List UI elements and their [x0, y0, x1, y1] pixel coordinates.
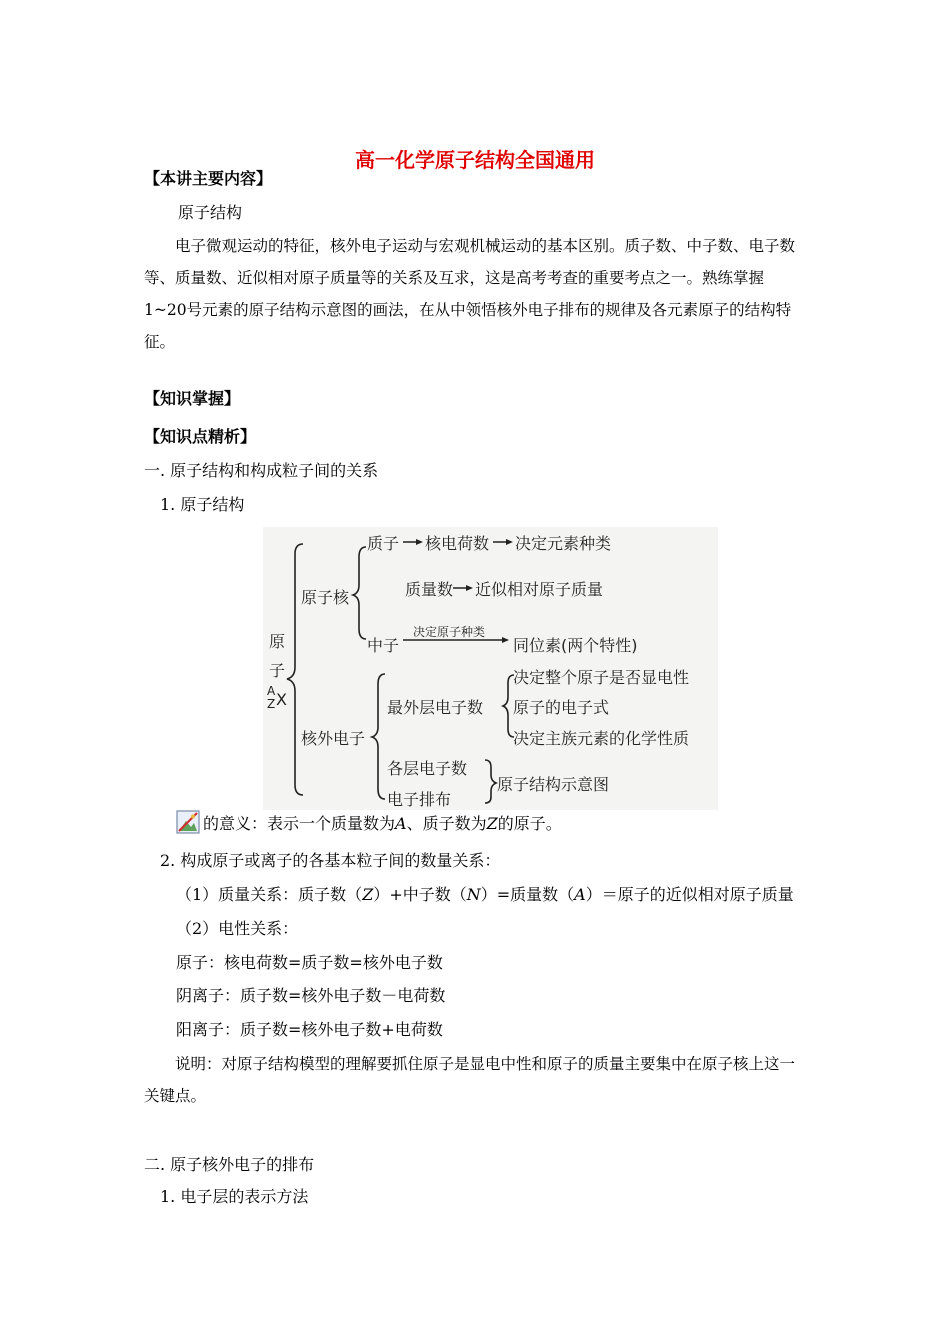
relation-mass-n: N	[466, 885, 481, 904]
subheading-1-1: 1. 原子结构	[160, 495, 245, 514]
diagram-outer-1: 决定整个原子是否显电性	[513, 668, 690, 687]
diagram-isotope: 同位素(两个特性)	[513, 636, 638, 655]
diagram-root-sub: Z	[267, 697, 276, 711]
main-topic: 原子结构	[178, 203, 243, 222]
diagram-root-sup: A	[267, 684, 276, 698]
atom-relation: 原子：核电荷数=质子数=核外电子数	[176, 953, 443, 972]
anion-relation: 阴离子：质子数=核外电子数－电荷数	[176, 986, 446, 1005]
diagram-mass-number: 质量数	[405, 580, 454, 599]
diagram-outer-3: 决定主族元素的化学性质	[513, 729, 690, 748]
brace-electrons	[372, 674, 385, 799]
section-main-content: 【本讲主要内容】	[144, 169, 273, 188]
diagram-nucleus: 原子核	[301, 588, 350, 607]
meaning-prefix: 的意义：表示一个质量数为	[203, 814, 396, 833]
brace-atom	[287, 544, 303, 795]
cation-relation: 阳离子：质子数=核外电子数+电荷数	[176, 1020, 443, 1039]
heading-1: 一. 原子结构和构成粒子间的关系	[144, 461, 379, 480]
diagram-element-kind: 决定元素种类	[515, 534, 612, 553]
diagram-relative-mass: 近似相对原子质量	[475, 580, 604, 599]
relation-mass-symbol-a: A	[574, 885, 586, 904]
subheading-1-2: 2. 构成原子或离子的各基本粒子间的数量关系：	[160, 851, 501, 870]
diagram-neutron: 中子	[367, 636, 400, 655]
atom-structure-diagram	[263, 527, 718, 810]
diagram-electrons: 核外电子	[301, 729, 366, 748]
diagram-structure-diagram: 原子结构示意图	[497, 775, 610, 794]
brace-layers	[485, 760, 496, 803]
diagram-root-2: 子	[269, 661, 286, 680]
relation-mass-c: ）=质量数（	[480, 885, 575, 904]
meaning-line	[203, 813, 562, 835]
diagram-proton: 质子	[367, 534, 400, 553]
relation-charge: （2）电性关系：	[176, 919, 299, 938]
meaning-z: Z	[486, 814, 498, 833]
relation-mass-z: Z	[362, 885, 374, 904]
diagram-outer-electrons: 最外层电子数	[387, 698, 484, 717]
section-points: 【知识点精析】	[144, 427, 257, 446]
diagram-nuclear-charge: 核电荷数	[425, 534, 490, 553]
intro-paragraph: 电子微观运动的特征，核外电子运动与宏观机械运动的基本区别。质子数、中子数、电子数等、质量数、近似相对原子质量等的关系及互求，这是高考考查的重要考点之一。熟练掌握1~20号元素的原子结构示意图的画法，在从中领悟核外电子排布的规律及各元素原子的结构特征。	[144, 237, 796, 351]
subheading-2-1: 1. 电子层的表示方法	[160, 1187, 309, 1206]
relation-mass	[176, 884, 794, 906]
diagram-root-1: 原	[269, 632, 286, 651]
relation-mass-d: ）＝原子的近似相对原子质量	[585, 885, 794, 904]
section-knowledge: 【知识掌握】	[144, 389, 241, 408]
diagram-root-x: X	[276, 690, 287, 709]
meaning-mid: 、质子数为	[406, 814, 487, 833]
heading-2: 二. 原子核外电子的排布	[144, 1155, 315, 1174]
note-paragraph: 说明：对原子结构模型的理解要抓住原子是显电中性和原子的质量主要集中在原子核上这一关键点。	[144, 1055, 796, 1105]
meaning-a: A	[395, 814, 407, 833]
page-title: 高一化学原子结构全国通用	[355, 148, 595, 172]
diagram-atom-kind: 决定原子种类	[413, 625, 486, 639]
broken-image-icon	[176, 810, 200, 834]
meaning-suffix: 的原子。	[497, 814, 562, 833]
diagram-arrangement: 电子排布	[387, 790, 452, 809]
relation-mass-a: （1）质量关系：质子数（	[176, 885, 363, 904]
diagram-outer-2: 原子的电子式	[513, 698, 610, 717]
relation-mass-b: ）+中子数（	[373, 885, 467, 904]
brace-nucleus	[353, 547, 366, 639]
diagram-layer-count: 各层电子数	[387, 759, 468, 778]
